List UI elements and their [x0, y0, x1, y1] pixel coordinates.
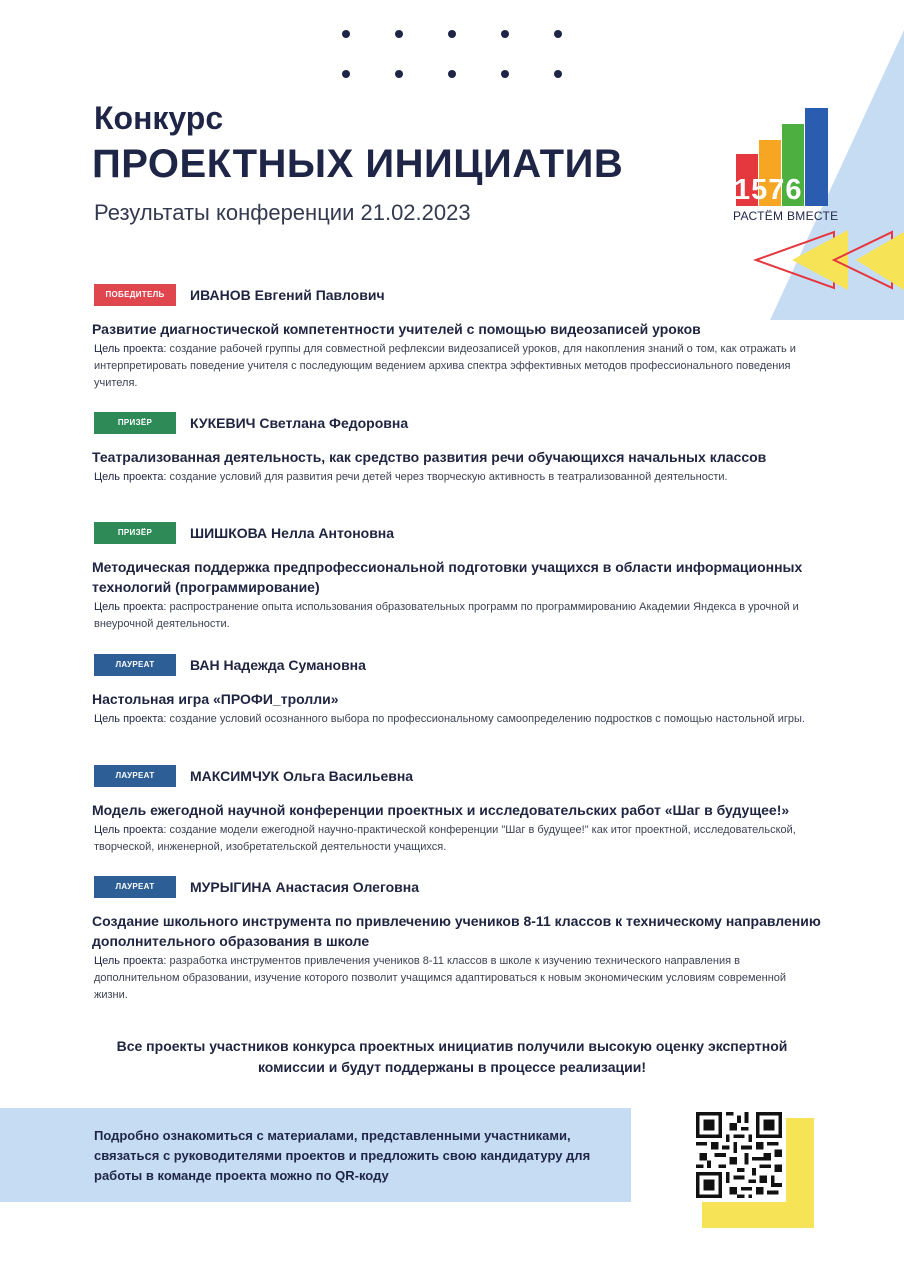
summary-text: Все проекты участников конкурса проектных инициатив получили высокую оценку экспертной комиссии и будут поддержаны в процессе реализации! [116, 1038, 788, 1075]
title-small: Конкурс [94, 100, 224, 136]
badge-laureate: ЛАУРЕАТ [94, 765, 176, 787]
entry-3 [92, 522, 822, 633]
project-goal [92, 953, 822, 1004]
page-title: ПРОЕКТНЫХ ИНИЦИАТИВ [92, 142, 624, 186]
decorative-dots [338, 28, 568, 88]
participant-name: МУРЫГИНА Анастасия Олеговна [190, 879, 420, 895]
goal-label: Цель проекта [94, 343, 164, 355]
badge-prize: ПРИЗЁР [94, 522, 176, 544]
project-goal [92, 711, 822, 728]
goal-text: : создание условий для развития речи детей через творческую активность в театрализованной деятельности. [163, 471, 728, 483]
project-goal [92, 599, 822, 633]
goal-text: : создание условий осознанного выбора по профессиональному самоопределению подростков с помощью настольной игры. [163, 713, 805, 725]
entry-6 [92, 876, 822, 1004]
goal-label: Цель проекта [94, 824, 164, 836]
goal-text: : разработка инструментов привлечения учеников 8-11 классов в школе к изучению технического направления в дополнительном образовании, изучение которого позволит учащимся адаптироваться к новым экономическим условиям современной жизни. [94, 955, 787, 1001]
goal-label: Цель проекта [94, 713, 164, 725]
goal-text: : создание рабочей группы для совместной рефлексии видеозаписей уроков, для накопления знаний о том, как отражать и интерпретировать поведение учителя с последующим ведением архива спектра эффективных методов профессионального поведения учителя. [94, 343, 796, 389]
logo-number: 1576 [734, 174, 803, 206]
project-title: Настольная игра «ПРОФИ_тролли» [92, 691, 339, 707]
entry-5 [92, 765, 822, 856]
logo-slogan: РАСТЁМ ВМЕСТЕ [733, 209, 839, 223]
qr-code-icon[interactable] [692, 1108, 786, 1202]
goal-text: : создание модели ежегодной научно-практической конференции "Шаг в будущее!" как итог проектной, исследовательской, творческой, инженерной, изобретательской деятельности учащихся. [94, 824, 796, 853]
entry-1 [92, 284, 822, 392]
goal-label: Цель проекта [94, 955, 164, 967]
entry-2 [92, 412, 822, 486]
participant-name: ИВАНОВ Евгений Павлович [190, 287, 385, 303]
project-title: Методическая поддержка предпрофессиональной подготовки учащихся в области информационных технологий (программирование) [92, 559, 803, 595]
badge-winner: ПОБЕДИТЕЛЬ [94, 284, 176, 306]
project-goal [92, 341, 822, 392]
entry-4 [92, 654, 822, 728]
goal-label: Цель проекта [94, 601, 164, 613]
goal-label: Цель проекта [94, 471, 164, 483]
participant-name: ШИШКОВА Нелла Антоновна [190, 525, 395, 541]
project-title: Развитие диагностической компетентности учителей с помощью видеозаписей уроков [92, 321, 701, 337]
badge-laureate: ЛАУРЕАТ [94, 876, 176, 898]
project-goal [92, 822, 822, 856]
decorative-chevrons [752, 230, 904, 292]
badge-laureate: ЛАУРЕАТ [94, 654, 176, 676]
participant-name: КУКЕВИЧ Светлана Федоровна [190, 415, 409, 431]
goal-text: : распространение опыта использования образовательных программ по программированию Академии Яндекса в урочной и внеурочной деятельности. [94, 601, 799, 630]
participant-name: ВАН Надежда Сумановна [190, 657, 366, 673]
project-title: Модель ежегодной научной конференции проектных и исследовательских работ «Шаг в будущее!» [92, 802, 790, 818]
project-title: Создание школьного инструмента по привлечению учеников 8-11 классов к техническому направлению дополнительного образования в школе [92, 913, 821, 949]
project-goal [92, 469, 822, 486]
footer-text: Подробно ознакомиться с материалами, представленными участниками, связаться с руководителями проектов и предложить свою кандидатуру для работы в команде проекта можно по QR-коду [94, 1128, 591, 1183]
subtitle: Результаты конференции 21.02.2023 [94, 200, 471, 225]
participant-name: МАКСИМЧУК Ольга Васильевна [190, 768, 414, 784]
badge-prize: ПРИЗЁР [94, 412, 176, 434]
project-title: Театрализованная деятельность, как средство развития речи обучающихся начальных классов [92, 449, 767, 465]
